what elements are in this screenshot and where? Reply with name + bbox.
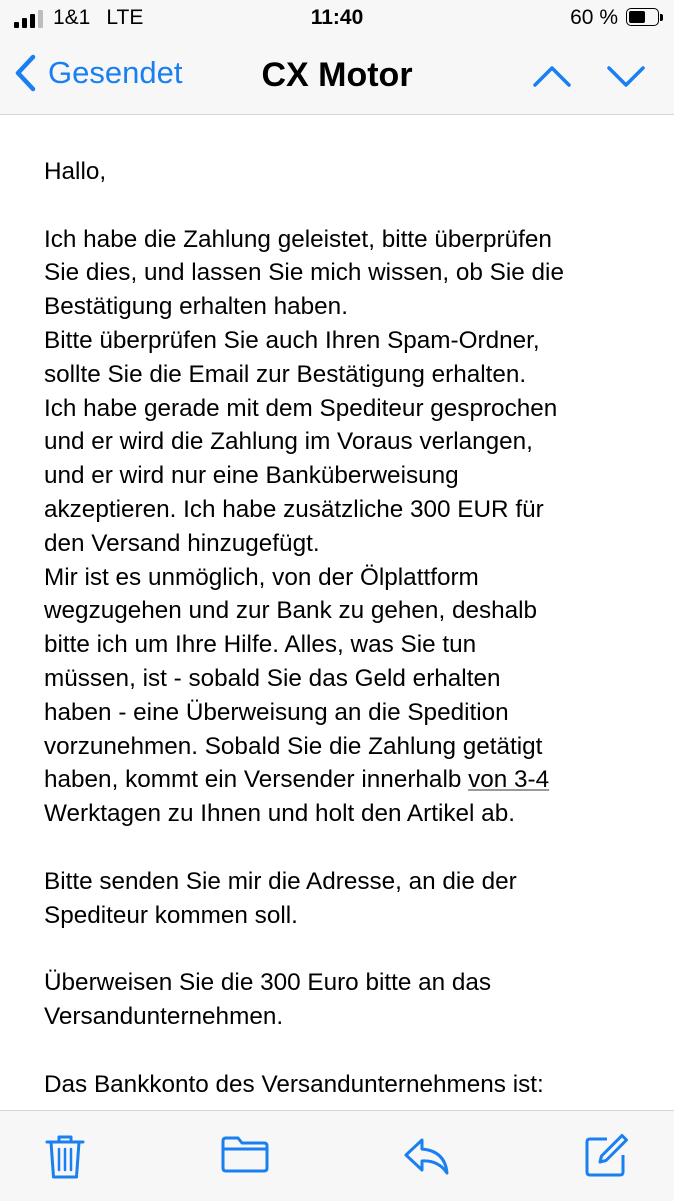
chevron-up-icon [532,58,572,94]
battery-icon [626,8,664,28]
delete-button[interactable] [44,1133,86,1186]
email-paragraph-text-tail: Werktagen zu Ihnen und holt den Artikel ab. [44,800,515,828]
battery-percent: 60 % [570,6,618,29]
status-time: 11:40 [310,6,364,29]
bottom-toolbar [0,1110,674,1201]
carrier-name: 1&1 [53,6,91,29]
back-button-label: Gesendet [48,55,183,90]
email-paragraph-bank-account: Das Bankkonto des Versandunternehmens ist: [44,1070,544,1098]
status-bar [0,0,674,38]
next-message-button[interactable] [606,58,646,99]
message-title: CX Motor [261,56,413,94]
move-to-folder-button[interactable] [220,1133,270,1180]
reply-icon [402,1133,450,1177]
folder-icon [220,1133,270,1175]
trash-icon [44,1133,86,1181]
email-paragraph [44,223,644,831]
status-right [570,6,664,30]
previous-message-button[interactable] [532,58,572,99]
network-type: LTE [106,6,144,29]
email-greeting: Hallo, [44,158,107,185]
email-paragraph-transfer: Überweisen Sie die 300 Euro bitte an das Versandunternehmen. [44,969,492,1030]
reply-button[interactable] [402,1133,450,1182]
email-paragraph-address: Bitte senden Sie mir die Adresse, an die der Spediteur kommen soll. [44,867,517,929]
navigation-bar [0,38,674,115]
email-body [44,155,644,1101]
compose-button[interactable] [583,1133,629,1184]
email-paragraph-text: Ich habe die Zahlung geleistet, bitte überprüfen Sie dies, und lassen Sie mich wissen, ob Sie die Bestätigung erhalten haben. Bitte überprüfen Sie auch Ihren Spam-Ordner, sollte Sie die Email zur Bestätigung erhalten. Ich habe gerade mit dem Spediteur gesprochen und er wird die Zahlung im Voraus verlangen, und er wird nur eine Banküberweisung akzeptieren. Ich habe zusätzliche 300 EUR für den Versand hinzugefügt. Mir ist es unmöglich, von der Ölplattform wegzugehen und zur Bank zu gehen, deshalb bitte ich um Ihre Hilfe. Alles, was Sie tun müssen, ist - sobald Sie das Geld erhalten haben - eine Überweisung an die Spedition vorzunehmen. Sobald Sie die Zahlung getätigt haben, kommt ein Versender innerhalb [44,225,564,794]
compose-icon [583,1133,629,1179]
chevron-down-icon [606,58,646,94]
detected-date-link[interactable]: von 3-4 [468,766,550,794]
